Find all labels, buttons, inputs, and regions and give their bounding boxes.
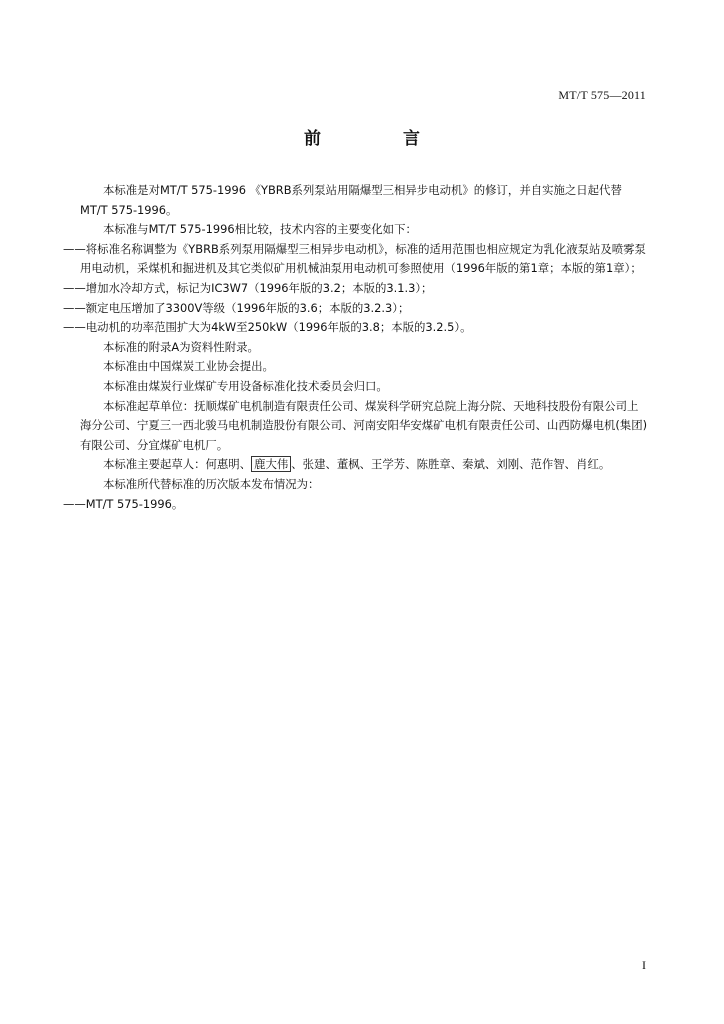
paragraph-history: 本标准所代替标准的历次版本发布情况为： xyxy=(103,476,320,491)
change-item-power: ——电动机的功率范围扩大为4kW至250kW（1996年版的3.8；本版的3.2.5）。 xyxy=(63,320,472,335)
page-title: 前 言 xyxy=(304,129,458,149)
foreword-body xyxy=(63,181,648,514)
document-code: MT/T 575—2011 xyxy=(558,88,646,102)
paragraph-committee: 本标准由煤炭行业煤矿专用设备标准化技术委员会归口。 xyxy=(103,378,388,393)
paragraph-changes-intro: 本标准与MT/T 575-1996相比较，技术内容的主要变化如下： xyxy=(103,222,417,237)
change-item-name: ——将标准名称调整为《YBRB系列泵用隔爆型三相异步电动机》，标准的适用范围也相应规定为乳化液泵站及喷雾泵用电动机，采煤机和掘进机及其它类似矿用机械油泵用电动机可参照使用（1996年版的第1章；本版的第1章）； xyxy=(63,241,646,276)
change-item-voltage: ——额定电压增加了3300V等级（1996年版的3.6；本版的3.2.3）； xyxy=(63,300,410,315)
paragraph-appendix: 本标准的附录A为资料性附录。 xyxy=(103,339,259,354)
highlighted-drafter: 鹿大伟 xyxy=(251,456,291,472)
change-item-cooling: ——增加水冷却方式，标记为IC3W7（1996年版的3.2；本版的3.1.3）； xyxy=(63,280,433,295)
paragraph-revision: 本标准是对MT/T 575-1996 《YBRB系列泵站用隔爆型三相异步电动机》的修订，并自实施之日起代替MT/T 575-1996。 xyxy=(80,183,622,217)
page-number: I xyxy=(642,958,646,972)
paragraph-drafting-units: 本标准起草单位：抚顺煤矿电机制造有限责任公司、煤炭科学研究总院上海分院、天地科技股份有限公司上海分公司、宁夏三一西北骏马电机制造股份有限公司、河南安阳华安煤矿电机有限责任公司、山西防爆电机(集团)有限公司、分宜煤矿电机厂。 xyxy=(80,398,648,452)
paragraph-drafters xyxy=(80,455,648,475)
drafters-prefix: 本标准主要起草人：何惠明、 xyxy=(103,457,252,472)
drafters-suffix: 、张建、董枫、王学芳、陈胜章、秦斌、刘刚、范作智、肖红。 xyxy=(291,457,611,472)
history-item: ——MT/T 575-1996。 xyxy=(63,496,184,511)
paragraph-proposer: 本标准由中国煤炭工业协会提出。 xyxy=(103,359,274,374)
